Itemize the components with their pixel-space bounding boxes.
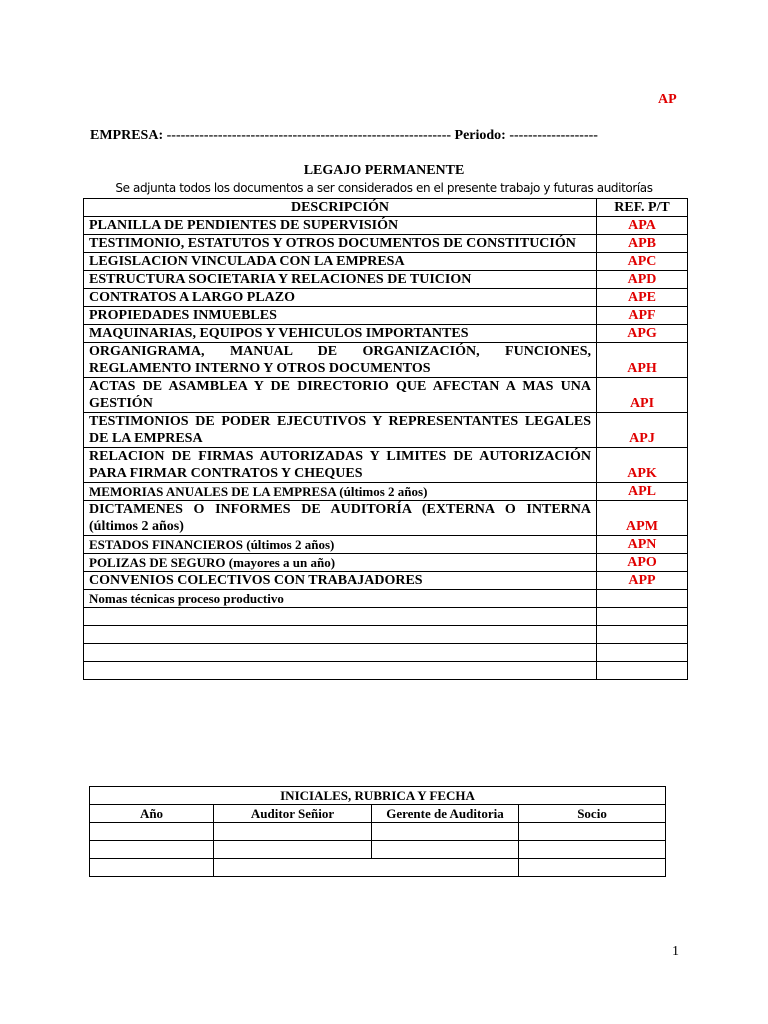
row-description: PROPIEDADES INMUEBLES: [84, 307, 597, 325]
empresa-value: -------------------------------------------------------------: [166, 128, 452, 143]
table-row: [84, 501, 688, 536]
document-subtitle: Se adjunta todos los documentos a ser considerados en el presente trabajo y futuras auditorías: [115, 181, 653, 195]
empty-cell: [519, 841, 666, 859]
table-row: [84, 307, 688, 325]
row-ref: APH: [597, 343, 688, 378]
table-row: [84, 235, 688, 253]
page-number: 1: [672, 944, 679, 959]
signature-row: [90, 859, 666, 877]
header-line: [90, 128, 598, 144]
row-ref: APJ: [597, 413, 688, 448]
row-ref: APA: [597, 217, 688, 235]
row-description: DICTAMENES O INFORMES DE AUDITORÍA (EXTERNA O INTERNA (últimos 2 años): [84, 501, 597, 536]
signature-row: [90, 823, 666, 841]
signature-title: INICIALES, RUBRICA Y FECHA: [90, 787, 666, 805]
row-ref: APG: [597, 325, 688, 343]
empty-cell: [84, 662, 597, 680]
row-ref: APM: [597, 501, 688, 536]
row-ref: APF: [597, 307, 688, 325]
table-row: [84, 271, 688, 289]
empty-cell: [597, 608, 688, 626]
empty-cell: [214, 841, 372, 859]
empty-cell: [84, 644, 597, 662]
row-description: ORGANIGRAMA, MANUAL DE ORGANIZACIÓN, FUNCIONES, REGLAMENTO INTERNO Y OTROS DOCUMENTOS: [84, 343, 597, 378]
header-description: DESCRIPCIÓN: [84, 199, 597, 217]
empty-cell: [214, 823, 372, 841]
table-row: [84, 413, 688, 448]
empty-cell: [372, 841, 519, 859]
row-ref: APK: [597, 448, 688, 483]
row-description: ACTAS DE ASAMBLEA Y DE DIRECTORIO QUE AFECTAN A MAS UNA GESTIÓN: [84, 378, 597, 413]
header-ref: REF. P/T: [597, 199, 688, 217]
row-description: TESTIMONIO, ESTATUTOS Y OTROS DOCUMENTOS DE CONSTITUCIÓN: [84, 235, 597, 253]
header-partner: Socio: [519, 805, 666, 823]
signature-title-row: [90, 787, 666, 805]
empty-row: [84, 644, 688, 662]
row-description: MEMORIAS ANUALES DE LA EMPRESA (últimos 2 años): [84, 483, 597, 501]
documents-table: [83, 198, 688, 680]
empty-cell: [372, 823, 519, 841]
row-description: PLANILLA DE PENDIENTES DE SUPERVISIÓN: [84, 217, 597, 235]
row-ref: APP: [597, 572, 688, 590]
table-row: [84, 378, 688, 413]
header-audit-manager: Gerente de Auditoria: [372, 805, 519, 823]
table-row: [84, 289, 688, 307]
row-ref: APB: [597, 235, 688, 253]
empty-cell: [597, 626, 688, 644]
row-ref: APN: [597, 536, 688, 554]
empty-cell: [84, 626, 597, 644]
table-row: [84, 554, 688, 572]
document-code: AP: [658, 92, 677, 107]
signature-table: [89, 786, 666, 877]
signature-header-row: [90, 805, 666, 823]
table-row: [84, 590, 688, 608]
row-description: MAQUINARIAS, EQUIPOS Y VEHICULOS IMPORTANTES: [84, 325, 597, 343]
empty-row: [84, 626, 688, 644]
header-auditor-senior: Auditor Señior: [214, 805, 372, 823]
row-description: CONTRATOS A LARGO PLAZO: [84, 289, 597, 307]
table-row: [84, 448, 688, 483]
periodo-label: Periodo:: [454, 128, 506, 143]
empty-cell: [519, 859, 666, 877]
row-ref: API: [597, 378, 688, 413]
empresa-label: EMPRESA:: [90, 128, 164, 143]
row-ref: APC: [597, 253, 688, 271]
header-year: Año: [90, 805, 214, 823]
empty-cell: [84, 608, 597, 626]
row-description: POLIZAS DE SEGURO (mayores a un año): [84, 554, 597, 572]
empty-cell: [519, 823, 666, 841]
row-description: ESTADOS FINANCIEROS (últimos 2 años): [84, 536, 597, 554]
table-row: [84, 343, 688, 378]
empty-cell: [214, 859, 519, 877]
periodo-value: -------------------: [509, 128, 598, 143]
empty-cell: [90, 859, 214, 877]
row-ref: APD: [597, 271, 688, 289]
row-ref: [597, 590, 688, 608]
row-description: LEGISLACION VINCULADA CON LA EMPRESA: [84, 253, 597, 271]
empty-cell: [597, 662, 688, 680]
empty-cell: [597, 644, 688, 662]
row-ref: APL: [597, 483, 688, 501]
row-description: TESTIMONIOS DE PODER EJECUTIVOS Y REPRESENTANTES LEGALES DE LA EMPRESA: [84, 413, 597, 448]
signature-row: [90, 841, 666, 859]
table-row: [84, 217, 688, 235]
document-title: LEGAJO PERMANENTE: [303, 163, 465, 178]
table-row: [84, 536, 688, 554]
empty-row: [84, 662, 688, 680]
table-row: [84, 325, 688, 343]
table-row: [84, 253, 688, 271]
table-row: [84, 483, 688, 501]
row-ref: APO: [597, 554, 688, 572]
row-description: RELACION DE FIRMAS AUTORIZADAS Y LIMITES DE AUTORIZACIÓN PARA FIRMAR CONTRATOS Y CHEQUES: [84, 448, 597, 483]
table-header-row: [84, 199, 688, 217]
table-row: [84, 572, 688, 590]
empty-cell: [90, 823, 214, 841]
row-description: Nomas técnicas proceso productivo: [84, 590, 597, 608]
row-description: ESTRUCTURA SOCIETARIA Y RELACIONES DE TUICION: [84, 271, 597, 289]
row-description: CONVENIOS COLECTIVOS CON TRABAJADORES: [84, 572, 597, 590]
empty-cell: [90, 841, 214, 859]
row-ref: APE: [597, 289, 688, 307]
empty-row: [84, 608, 688, 626]
